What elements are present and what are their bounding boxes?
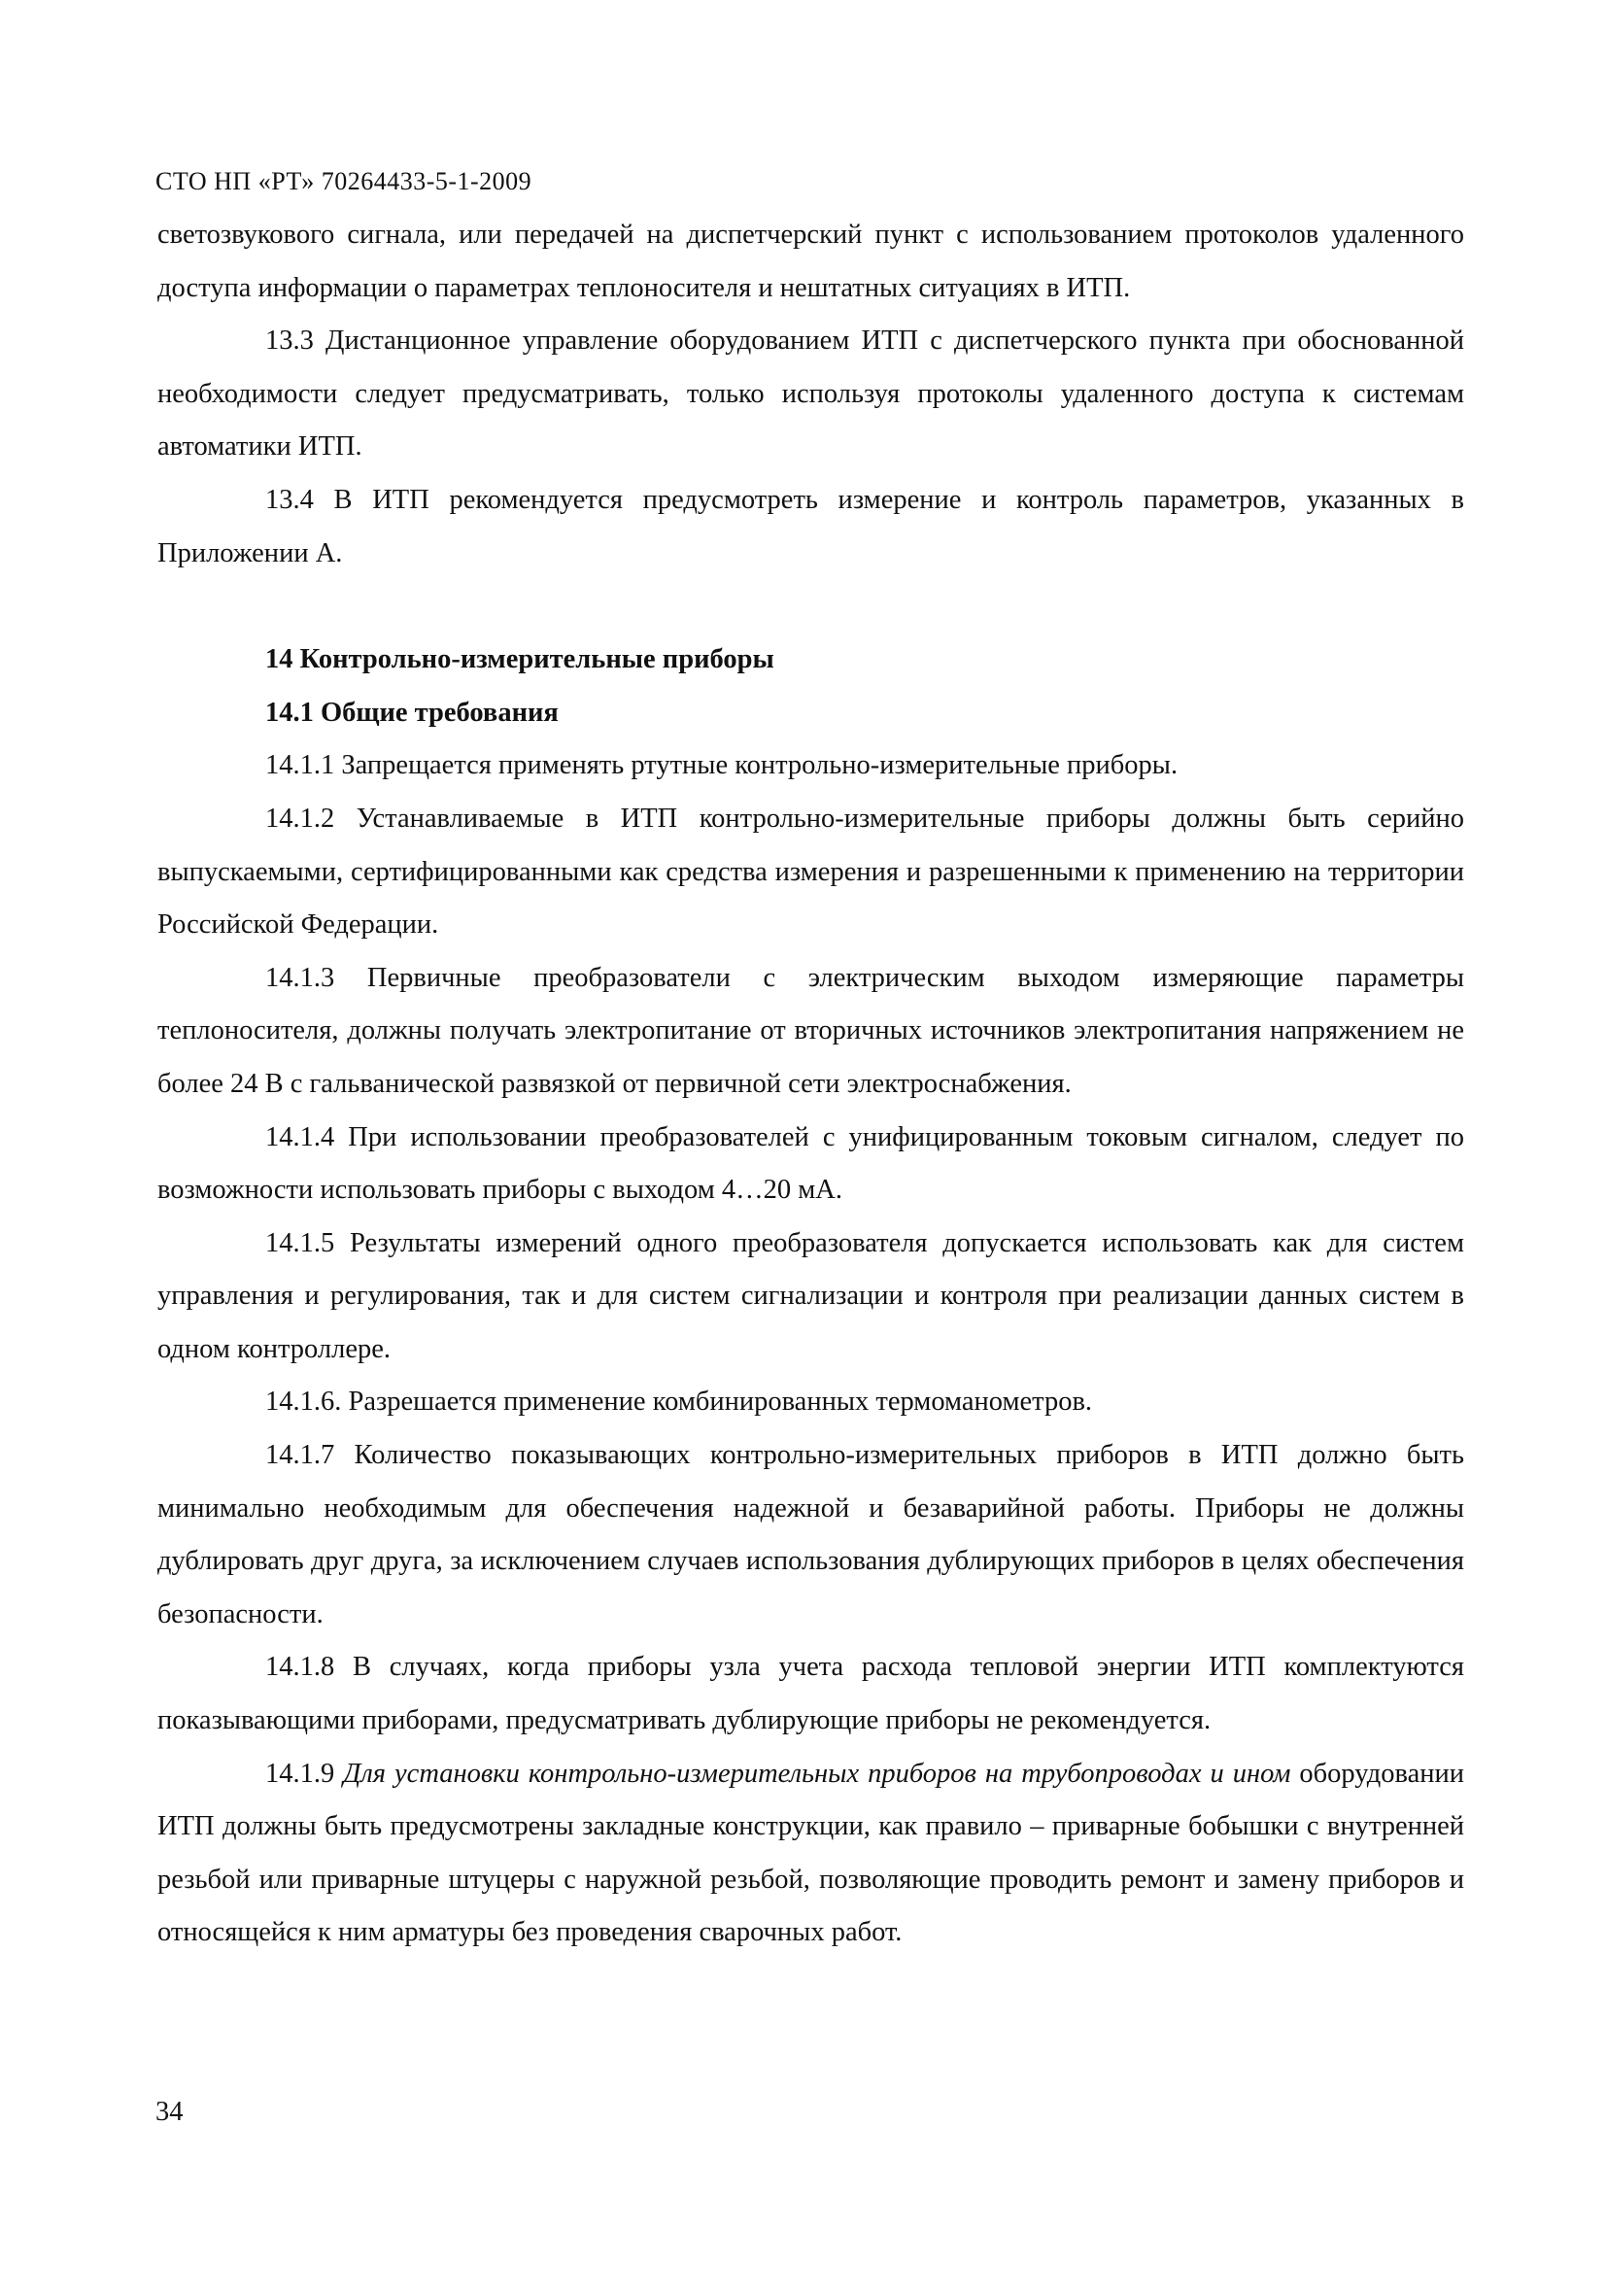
paragraph-continuation: светозвукового сигнала, или передачей на диспетчерский пункт с использованием протоколов удаленного доступа информации о параметрах теплоносителя и нештатных ситуациях в ИТП. bbox=[157, 220, 1464, 303]
document-header: СТО НП «РТ» 70264433-5-1-2009 bbox=[155, 167, 532, 195]
paragraph-14-1-9-number: 14.1.9 bbox=[265, 1758, 344, 1789]
paragraph-14-1-9-text: оборудовании ИТП должны быть предусмотрены закладные конструкции, как правило – приварные бобышки с внутренней резьбой или приварные штуцеры с наружной резьбой, позволяющие проводить ремонт и замену приборов и относящейся к ним арматуры без проведения сварочных работ. bbox=[157, 1758, 1464, 1948]
paragraph-14-1-5: 14.1.5 Результаты измерений одного преобразователя допускается использовать как для систем управления и регулирования, так и для систем сигнализации и контроля при реализации данных систем в одном контроллере. bbox=[157, 1227, 1464, 1364]
paragraph-14-1-2: 14.1.2 Устанавливаемые в ИТП контрольно-измерительные приборы должны быть серийно выпускаемыми, сертифицированными как средства измерения и разрешенными к применению на территории Российской Федерации. bbox=[157, 803, 1464, 941]
paragraph-14-1-9-italic-text: Для установки контрольно-измерительных приборов на трубопроводах и ином bbox=[343, 1758, 1291, 1789]
subsection-heading-14-1: 14.1 Общие требования bbox=[265, 697, 559, 728]
paragraph-13-3: 13.3 Дистанционное управление оборудованием ИТП с диспетчерского пункта при обоснованной необходимости следует предусматривать, только используя протоколы удаленного доступа к системам автоматики ИТП. bbox=[157, 326, 1464, 463]
paragraph-14-1-1: 14.1.1 Запрещается применять ртутные контрольно-измерительные приборы. bbox=[265, 750, 1179, 781]
paragraph-13-4: 13.4 В ИТП рекомендуется предусмотреть измерение и контроль параметров, указанных в Приложении А. bbox=[157, 484, 1464, 568]
paragraph-14-1-4: 14.1.4 При использовании преобразователей с унифицированным токовым сигналом, следует по возможности использовать приборы с выходом 4…20 мА. bbox=[157, 1121, 1464, 1206]
paragraph-14-1-6: 14.1.6. Разрешается применение комбинированных термоманометров. bbox=[265, 1387, 1093, 1418]
paragraph-14-1-3: 14.1.3 Первичные преобразователи с электрическим выходом измеряющие параметры теплоносителя, должны получать электропитание от вторичных источников электропитания напряжением не более 24 В с гальванической развязкой от первичной сети электроснабжения. bbox=[157, 962, 1464, 1099]
paragraph-14-1-9 bbox=[157, 1748, 1464, 1960]
document-body bbox=[157, 209, 1464, 1960]
paragraph-14-1-7: 14.1.7 Количество показывающих контрольно-измерительных приборов в ИТП должно быть минимально необходимым для обеспечения надежной и безаварийной работы. Приборы не должны дублировать друг друга, за исключением случаев использования дублирующих приборов в целях обеспечения безопасности. bbox=[157, 1440, 1464, 1629]
section-heading-14: 14 Контрольно-измерительные приборы bbox=[265, 644, 774, 675]
page-number: 34 bbox=[155, 2097, 184, 2127]
paragraph-14-1-8: 14.1.8 В случаях, когда приборы узла учета расхода тепловой энергии ИТП комплектуются показывающими приборами, предусматривать дублирующие приборы не рекомендуется. bbox=[157, 1652, 1464, 1736]
